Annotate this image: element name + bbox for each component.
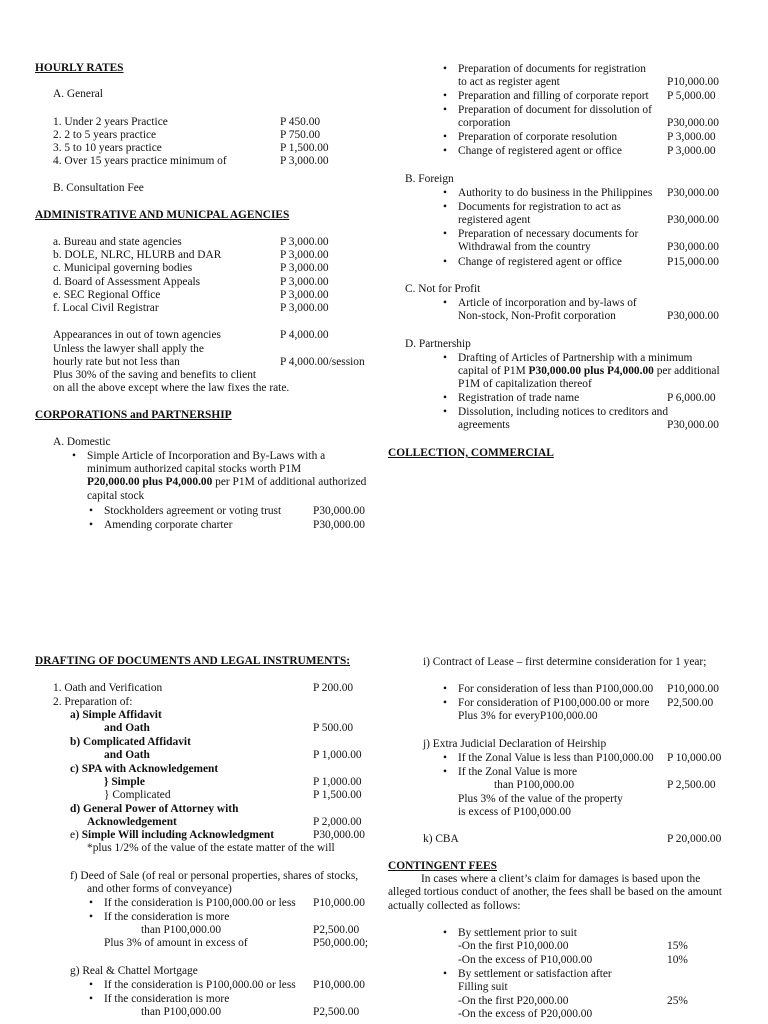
- general-label: A. General: [53, 88, 103, 100]
- text: e): [70, 829, 82, 841]
- contingent-paragraph: actually collected as follows:: [388, 900, 521, 912]
- preparation-label: 2. Preparation of:: [53, 696, 133, 708]
- list-item: 3. 5 to 10 years practice: [53, 142, 162, 154]
- complicated-affidavit: b) Complicated Affidavit: [70, 736, 191, 748]
- price: P50,000.00;: [313, 937, 369, 949]
- onall-text: on all the above except where the law fixes the rate.: [53, 382, 290, 394]
- price: P 3,000.00: [280, 289, 329, 301]
- price: P2,500.00: [313, 924, 360, 936]
- oath-item: 1. Oath and Verification: [53, 682, 163, 694]
- contingent-paragraph: In cases where a client’s claim for damages is based upon the: [421, 873, 701, 885]
- price: P30,000.00: [313, 829, 365, 841]
- price: P 1,000.00: [313, 749, 362, 761]
- price: P 1,000.00: [313, 776, 362, 788]
- cba-item: k) CBA: [423, 833, 459, 845]
- price: P10,000.00: [313, 897, 365, 909]
- list-item: • If the Zonal Value is less than P100,000.00: [458, 752, 654, 766]
- price: P2,500.00: [667, 697, 714, 709]
- price: P30,000.00: [667, 419, 719, 431]
- list-item: f. Local Civil Registrar: [53, 302, 159, 314]
- list-item: • If the consideration is more: [104, 993, 229, 1007]
- list-item-cont: Withdrawal from the country: [458, 241, 591, 253]
- price: P 2,000.00: [313, 816, 362, 828]
- price: P15,000.00: [667, 256, 719, 268]
- percent: 25%: [667, 995, 688, 1007]
- list-item-cont: minimum authorized capital stocks worth P1M: [87, 463, 302, 475]
- domestic-label: A. Domestic: [53, 436, 111, 448]
- price: P 2,500.00: [667, 779, 716, 791]
- list-item-cont: than P100,000.00: [494, 779, 575, 791]
- price: P 6,000.00: [667, 392, 716, 404]
- spa-item: c) SPA with Acknowledgement: [70, 763, 219, 775]
- list-item: • If the consideration is P100,000.00 or less: [104, 897, 296, 911]
- deed-of-sale: f) Deed of Sale (of real or personal properties, shares of stocks,: [70, 870, 359, 882]
- plus30-text: Plus 30% of the saving and benefits to client: [53, 369, 257, 381]
- spa-complicated: } Complicated: [104, 789, 171, 801]
- list-item: b. DOLE, NLRC, HLURB and DAR: [53, 249, 222, 261]
- list-item: e. SEC Regional Office: [53, 289, 161, 301]
- list-item-cont: -On the first P20,000.00: [458, 995, 569, 1007]
- simple-affidavit-cont: and Oath: [104, 722, 150, 734]
- bold-price: P30,000.00 plus P4,000.00: [528, 365, 654, 377]
- list-item: • Dissolution, including notices to creditors and: [458, 406, 668, 420]
- partnership-label: D. Partnership: [405, 338, 471, 350]
- list-item-cont: Plus 3% of amount in excess of: [104, 937, 248, 949]
- price: P10,000.00: [667, 683, 719, 695]
- spa-simple: } Simple: [104, 776, 145, 788]
- list-item: • Documents for registration to act as: [458, 201, 621, 215]
- price: P30,000.00: [667, 310, 719, 322]
- bold-text: Simple Will including Acknowledgment: [81, 829, 275, 841]
- list-item: • Authority to do business in the Philippines: [458, 187, 652, 201]
- deed-of-sale-cont: and other forms of conveyance): [87, 883, 232, 895]
- gpa-item: d) General Power of Attorney with: [70, 803, 239, 815]
- list-item-cont: than P100,000.00: [141, 924, 222, 936]
- price: P 3,000.00: [280, 302, 329, 314]
- not-for-profit-label: C. Not for Profit: [405, 283, 481, 295]
- list-item-cont: [458, 365, 720, 379]
- lease-item: i) Contract of Lease – first determine consideration for 1 year;: [423, 656, 707, 668]
- list-item: • Simple Article of Incorporation and By-Laws with a: [87, 450, 325, 464]
- admin-heading: ADMINISTRATIVE AND MUNICPAL AGENCIES: [35, 209, 290, 221]
- list-item-cont: -On the first P10,000.00: [458, 940, 569, 952]
- price: P 3,000.00: [280, 236, 329, 248]
- price: P 750.00: [280, 129, 321, 141]
- list-item-cont: corporation: [458, 117, 511, 129]
- text: capital of P1M: [458, 365, 529, 377]
- list-item-cont: Plus 3% of the value of the property: [458, 793, 623, 805]
- price: P30,000.00: [313, 505, 365, 517]
- percent: 15%: [667, 940, 688, 952]
- list-item: • Preparation of necessary documents for: [458, 228, 638, 242]
- foreign-label: B. Foreign: [405, 173, 454, 185]
- price: P2,500.00: [313, 1006, 360, 1018]
- heirship-item: j) Extra Judicial Declaration of Heirship: [423, 738, 607, 750]
- simple-affidavit: a) Simple Affidavit: [70, 709, 162, 721]
- list-item: • Article of incorporation and by-laws of: [458, 297, 637, 311]
- list-item: • Amending corporate charter: [104, 519, 232, 533]
- mortgage-item: g) Real & Chattel Mortgage: [70, 965, 198, 977]
- list-item: a. Bureau and state agencies: [53, 236, 182, 248]
- list-item-cont: -On the excess of P20,000.00: [458, 1008, 593, 1020]
- list-item: • For consideration of P100,000.00 or more: [458, 697, 649, 711]
- list-item: • Change of registered agent or office: [458, 256, 622, 270]
- list-item: • Preparation of documents for registration: [458, 63, 646, 77]
- list-item: • If the consideration is more: [104, 911, 229, 925]
- list-item-cont: is excess of P100,000.00: [458, 806, 571, 818]
- list-item-cont: than P100,000.00: [141, 1006, 222, 1018]
- price: P 3,000.00: [280, 249, 329, 261]
- price: P30,000.00: [667, 241, 719, 253]
- appearance-text: Appearances in out of town agencies: [53, 329, 221, 341]
- price: P30,000.00: [667, 187, 719, 199]
- list-item: • Preparation and filling of corporate report: [458, 90, 649, 104]
- list-item: • Preparation of document for dissolution of: [458, 104, 652, 118]
- list-item: • By settlement or satisfaction after: [458, 968, 612, 982]
- text: per P1M of additional authorized: [212, 476, 367, 488]
- list-item: • If the consideration is P100,000.00 or less: [104, 979, 296, 993]
- price: P 4,000.00/session: [280, 356, 365, 368]
- price: P 1,500.00: [313, 789, 362, 801]
- list-item: 2. 2 to 5 years practice: [53, 129, 157, 141]
- price: P 1,500.00: [280, 142, 329, 154]
- list-item-cont: agreements: [458, 419, 510, 431]
- list-item: • If the Zonal Value is more: [458, 766, 577, 780]
- price: P10,000.00: [667, 76, 719, 88]
- list-item-cont: Plus 3% for everyP100,000.00: [458, 710, 598, 722]
- complicated-affidavit-cont: and Oath: [104, 749, 150, 761]
- percent: 10%: [667, 954, 688, 966]
- price: P 3,000.00: [280, 155, 329, 167]
- list-item-cont: registered agent: [458, 214, 531, 226]
- price: P 5,000.00: [667, 90, 716, 102]
- collection-heading: COLLECTION, COMMERCIAL: [388, 447, 554, 459]
- corporations-heading: CORPORATIONS and PARTNERSHIP: [35, 409, 232, 421]
- list-item: d. Board of Assessment Appeals: [53, 276, 201, 288]
- text: per additional: [653, 365, 720, 377]
- will-note: *plus 1/2% of the value of the estate matter of the will: [87, 842, 335, 854]
- list-item: c. Municipal governing bodies: [53, 262, 193, 274]
- price: P 450.00: [280, 116, 321, 128]
- list-item-cont: [87, 476, 366, 490]
- bold-price: P20,000.00 plus P4,000.00: [87, 476, 213, 488]
- price: P 3,000.00: [280, 262, 329, 274]
- list-item-cont: to act as register agent: [458, 76, 560, 88]
- gpa-item-cont: Acknowledgement: [87, 816, 177, 828]
- price: P30,000.00: [667, 117, 719, 129]
- price: P30,000.00: [667, 214, 719, 226]
- list-item: • Stockholders agreement or voting trust: [104, 505, 281, 519]
- price: P 10,000.00: [667, 752, 722, 764]
- unless-text: Unless the lawyer shall apply the: [53, 343, 204, 355]
- list-item-cont: capital stock: [87, 490, 145, 502]
- list-item: • For consideration of less than P100,000.00: [458, 683, 653, 697]
- list-item: • By settlement prior to suit: [458, 927, 577, 941]
- list-item: 4. Over 15 years practice minimum of: [53, 155, 227, 167]
- price: P 20,000.00: [667, 833, 722, 845]
- hourly-rates-heading: HOURLY RATES: [35, 62, 124, 74]
- price: P 3,000.00: [667, 145, 716, 157]
- price: P10,000.00: [313, 979, 365, 991]
- contingent-paragraph: alleged tortious conduct of another, the fees shall be based on the amount: [388, 886, 722, 898]
- list-item: • Preparation of corporate resolution: [458, 131, 617, 145]
- list-item-cont: Non-stock, Non-Profit corporation: [458, 310, 616, 322]
- price: P 4,000.00: [280, 329, 329, 341]
- list-item: 1. Under 2 years Practice: [53, 116, 168, 128]
- will-item: [70, 829, 274, 843]
- price: P30,000.00: [313, 519, 365, 531]
- list-item-cont: P1M of capitalization thereof: [458, 378, 592, 390]
- list-item: • Registration of trade name: [458, 392, 579, 406]
- consultation-label: B. Consultation Fee: [53, 182, 144, 194]
- price: P 3,000.00: [667, 131, 716, 143]
- list-item-cont: -On the excess of P10,000.00: [458, 954, 593, 966]
- list-item: • Drafting of Articles of Partnership with a minimum: [458, 352, 692, 366]
- hourly-rate-text: hourly rate but not less than: [53, 356, 180, 368]
- price: P 3,000.00: [280, 276, 329, 288]
- list-item-cont: Filling suit: [458, 981, 508, 993]
- list-item: • Change of registered agent or office: [458, 145, 622, 159]
- price: P 200.00: [313, 682, 354, 694]
- drafting-heading: DRAFTING OF DOCUMENTS AND LEGAL INSTRUMENTS:: [35, 655, 351, 667]
- price: P 500.00: [313, 722, 354, 734]
- contingent-heading: CONTINGENT FEES: [388, 860, 497, 872]
